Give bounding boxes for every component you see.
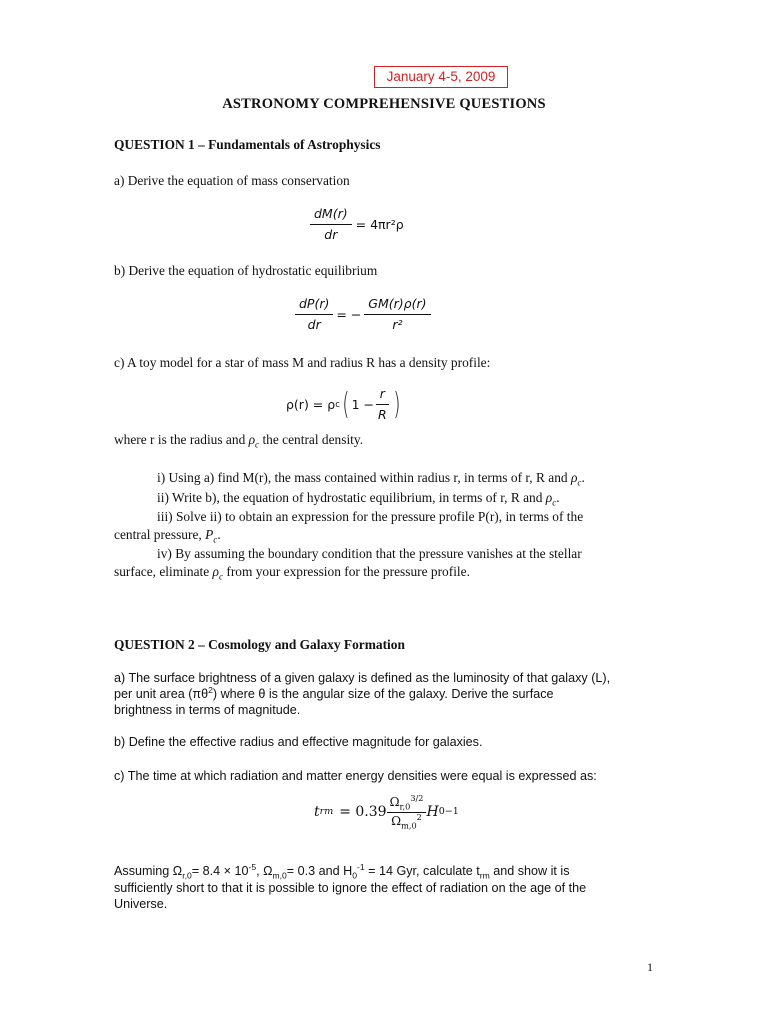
eq-b-rhs-denominator: r² bbox=[392, 317, 403, 333]
sub-ii-rho: ρ bbox=[545, 490, 553, 505]
eq2-coef: = 0.39 bbox=[339, 804, 387, 820]
q1-sub-iv-line1: iv) By assuming the boundary condition that the pressure vanishes at the stellar bbox=[157, 546, 582, 561]
sub-iii-line2-text: central pressure, bbox=[114, 527, 206, 542]
sub-iv-rho: ρ bbox=[212, 564, 219, 579]
date-text: January 4-5, 2009 bbox=[386, 69, 496, 85]
q2-part-b: b) Define the effective radius and effective magnitude for galaxies. bbox=[114, 735, 483, 749]
q1-part-c: c) A toy model for a star of mass M and radius R has a density profile: bbox=[114, 355, 491, 370]
pc-symbol: P bbox=[205, 527, 214, 542]
density-profile-equation: ρ(r) = ρ c ( 1 − $\frac{r}{R}$ ) bbox=[286, 386, 401, 423]
page-title: ASTRONOMY COMPREHENSIVE QUESTIONS bbox=[222, 96, 546, 112]
q2-part-c: c) The time at which radiation and matter energy densities were equal is expressed as: bbox=[114, 769, 597, 783]
omega-m-val: = 0.3 and H bbox=[286, 864, 353, 878]
eq-c-numerator: r bbox=[376, 386, 389, 405]
q2-part-a-line3: brightness in terms of magnitude. bbox=[114, 703, 301, 717]
hydrostatic-equation bbox=[295, 296, 431, 334]
omega-r-sub: r,0 bbox=[182, 870, 192, 881]
question2-heading: QUESTION 2 – Cosmology and Galaxy Formation bbox=[114, 637, 405, 652]
q1-sub-iii-line2: central pressure, $P_c$. bbox=[114, 527, 221, 545]
sub-i-rho-sub: c bbox=[577, 477, 582, 488]
q2-assume-line1 bbox=[114, 863, 570, 879]
pc-sub: c bbox=[213, 534, 218, 545]
q1-where-line bbox=[114, 431, 363, 448]
eq-b-rhs-fraction bbox=[364, 296, 430, 334]
q2-part-a-line1: a) The surface brightness of a given galaxy is defined as the luminosity of that galaxy (L), bbox=[114, 671, 611, 685]
omega-r-val: = 8.4 × 10 bbox=[191, 864, 249, 878]
eq-c-lhs: ρ(r) = ρ bbox=[286, 396, 336, 412]
sub-iv-line2a: surface, eliminate bbox=[114, 564, 213, 579]
eq-b-lhs-fraction bbox=[295, 296, 333, 334]
eq2-numerator bbox=[387, 794, 427, 813]
radiation-matter-equality-equation: t rm = 0.39 $\frac{\Omega_{r,0}^{3/2}}{\Omega_{m,0}^2}$ H 0 −1 bbox=[314, 793, 459, 830]
q2-part-a-line2b: ) where θ is the angular size of the galaxy. Derive the surface bbox=[212, 687, 554, 701]
eq2-num-base: Ω bbox=[389, 795, 400, 809]
q2-assume-line3: Universe. bbox=[114, 897, 168, 911]
sub-i-rho: ρ bbox=[570, 470, 578, 485]
eq-c-one-minus: 1 − bbox=[351, 396, 374, 412]
page-number: 1 bbox=[647, 960, 653, 974]
eq-c-right-paren: ) bbox=[393, 386, 401, 422]
q2-assume-line2: sufficiently short to that it is possible to ignore the effect of radiation on the age of the bbox=[114, 881, 587, 895]
q1-sub-iii-line1: iii) Solve ii) to obtain an expression for the pressure profile P(r), in terms of the bbox=[157, 509, 584, 524]
eq-a-rhs: = 4πr²ρ bbox=[355, 216, 404, 232]
omega-m-pre: , Ω bbox=[256, 864, 273, 878]
question1-heading: QUESTION 1 – Fundamentals of Astrophysics bbox=[114, 137, 381, 152]
eq2-num-sup: 3/2 bbox=[410, 793, 424, 803]
q1-sub-i: i) Using a) find M(r), the mass contained within radius r, in terms of r, R and $\rho_c$. bbox=[157, 470, 585, 488]
q2-part-a-line2a: per unit area (πθ bbox=[114, 687, 209, 701]
where-text-1: where r is the radius and bbox=[114, 432, 249, 447]
eq-a-numerator: dM(r) bbox=[310, 206, 352, 225]
sub-ii-text: ii) Write b), the equation of hydrostatic equilibrium, in terms of r, R and bbox=[157, 490, 546, 505]
eq-a-denominator: dr bbox=[324, 227, 338, 243]
assume-start: Assuming Ω bbox=[114, 864, 183, 878]
assume-tail: and show it is bbox=[489, 864, 570, 878]
eq2-den-sup: 2 bbox=[416, 811, 422, 822]
q1-part-a: a) Derive the equation of mass conservation bbox=[114, 173, 350, 188]
omega-m-sub: m,0 bbox=[272, 870, 287, 881]
h0-sub: 0 bbox=[352, 870, 357, 881]
h0-val: = 14 Gyr, calculate t bbox=[364, 864, 480, 878]
eq2-h: H bbox=[426, 804, 439, 820]
sub-i-text: i) Using a) find M(r), the mass contained within radius r, in terms of r, R and bbox=[157, 470, 571, 485]
eq2-num-sub: r,0 bbox=[399, 801, 411, 812]
q2-part-a-line2: per unit area $(\pi\theta^2)$ where θ is the angular size of the galaxy. Derive the surface bbox=[114, 684, 554, 701]
sub-iv-rho-sub: c bbox=[218, 571, 224, 582]
eq-b-rhs-numerator: GM(r)ρ(r) bbox=[364, 296, 430, 315]
date-box bbox=[374, 66, 508, 88]
trm-sub: rm bbox=[479, 870, 490, 881]
eq2-lhs: t bbox=[314, 804, 320, 820]
where-rho: ρ bbox=[248, 432, 256, 447]
eq-a-fraction bbox=[310, 206, 352, 244]
q1-part-b: b) Derive the equation of hydrostatic equilibrium bbox=[114, 263, 378, 278]
sub-iv-line2b: from your expression for the pressure profile. bbox=[223, 564, 470, 579]
where-text-2: the central density. bbox=[259, 432, 364, 447]
eq2-denominator bbox=[388, 813, 425, 831]
omega-r-exp: -5 bbox=[248, 861, 257, 872]
eq-b-equals: = − bbox=[336, 306, 362, 322]
q1-sub-ii: ii) Write b), the equation of hydrostatic equilibrium, in terms of r, R and $\rho_c$. bbox=[157, 490, 560, 508]
where-rho-sub: c bbox=[255, 439, 260, 450]
eq-c-left-paren: ( bbox=[342, 386, 350, 422]
eq-b-lhs-denominator: dr bbox=[307, 317, 321, 333]
eq2-den-sub: m,0 bbox=[401, 819, 417, 830]
eq-b-lhs-numerator: dP(r) bbox=[295, 296, 333, 315]
eq2-fraction bbox=[387, 794, 427, 830]
h0-exp: -1 bbox=[356, 861, 365, 872]
mass-conservation-equation bbox=[310, 206, 404, 244]
eq2-den-base: Ω bbox=[391, 813, 402, 828]
eq-c-denominator: R bbox=[378, 407, 387, 423]
sub-ii-rho-sub: c bbox=[552, 497, 557, 508]
q1-sub-iv-line2 bbox=[114, 563, 470, 580]
eq-c-fraction bbox=[374, 386, 391, 424]
